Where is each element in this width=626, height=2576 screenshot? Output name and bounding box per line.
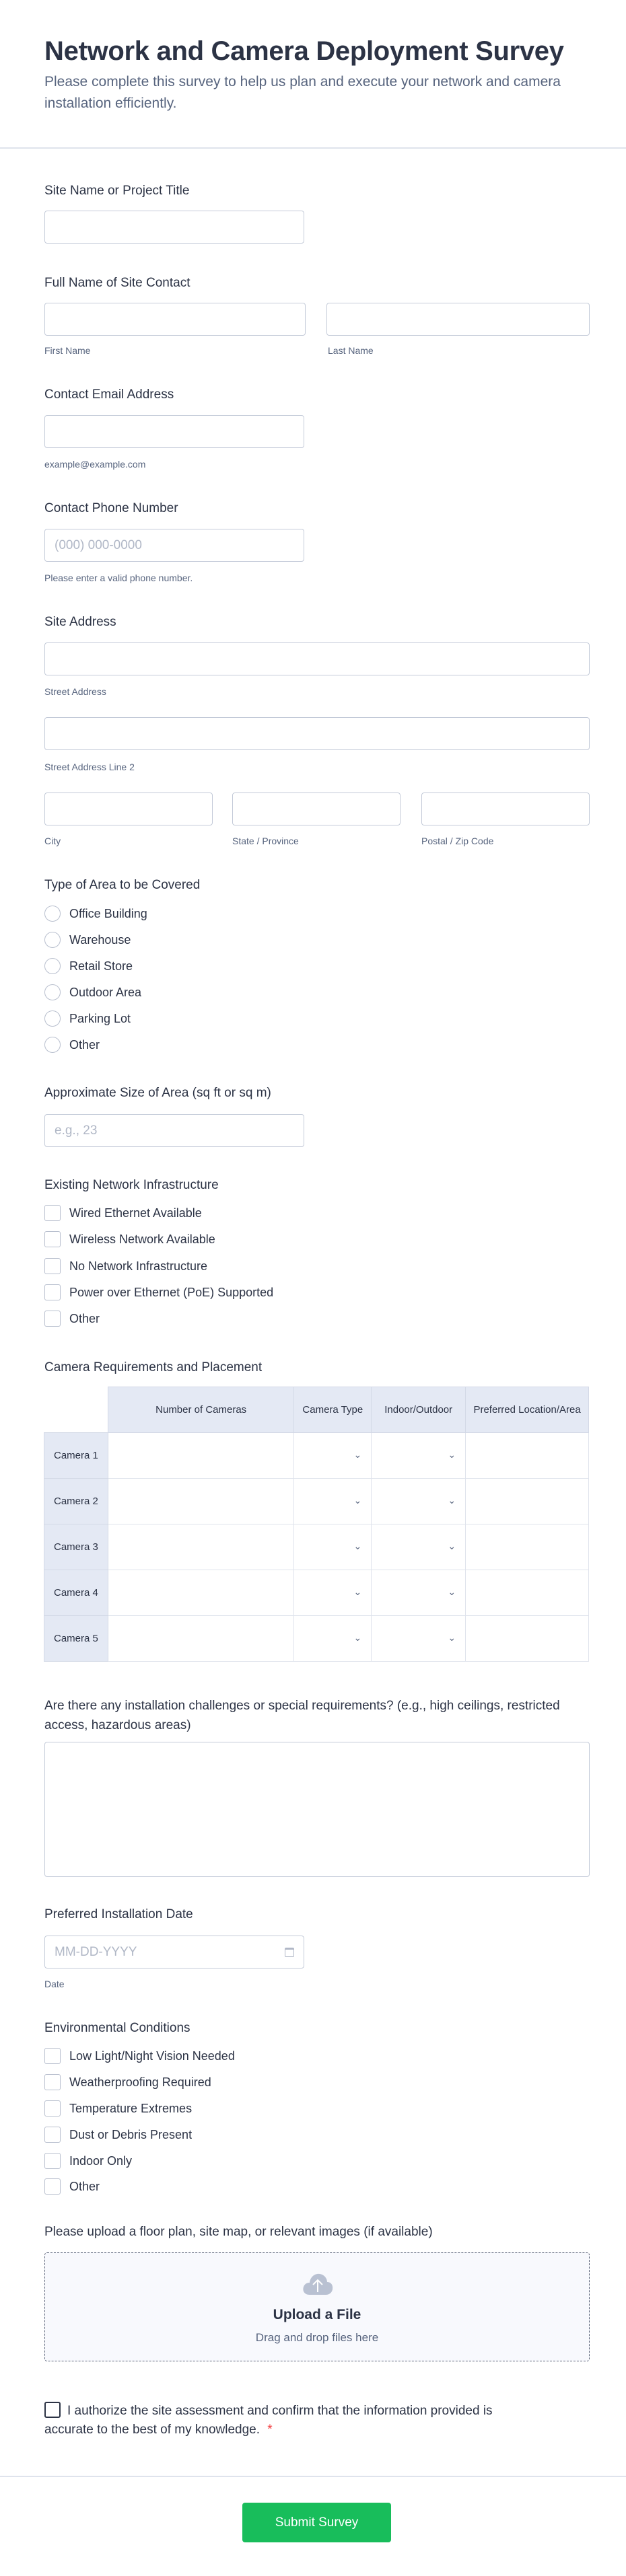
phone-input[interactable] (44, 529, 304, 562)
camera-type-select[interactable] (294, 1570, 372, 1616)
radio-label: Warehouse (69, 932, 131, 947)
indoor-outdoor-select[interactable] (372, 1524, 466, 1570)
upload-label: Please upload a floor plan, site map, or relevant images (if available) (44, 2225, 433, 2239)
radio-outdoor-area[interactable] (44, 983, 141, 1002)
location-input[interactable] (466, 1524, 589, 1570)
checkbox-icon[interactable] (44, 2074, 61, 2090)
checkbox-network-other[interactable] (44, 1309, 100, 1328)
table-row (44, 1616, 589, 1662)
checkbox-icon[interactable] (44, 2100, 61, 2117)
location-input[interactable] (466, 1479, 589, 1524)
checkbox-temperature[interactable] (44, 2099, 192, 2118)
zip-sublabel: Postal / Zip Code (421, 836, 494, 846)
page-title: Network and Camera Deployment Survey (44, 36, 564, 66)
radio-circle-icon[interactable] (44, 984, 61, 1000)
chevron-down-icon: ⌄ (448, 1586, 456, 1597)
email-input[interactable] (44, 415, 304, 448)
upload-title: Upload a File (273, 2307, 361, 2322)
radio-circle-icon[interactable] (44, 958, 61, 974)
header-divider (0, 147, 626, 149)
last-name-sublabel: Last Name (328, 345, 374, 356)
radio-circle-icon[interactable] (44, 906, 61, 922)
checkbox-label: Wireless Network Available (69, 1232, 215, 1246)
first-name-sublabel: First Name (44, 345, 91, 356)
radio-label: Office Building (69, 906, 147, 920)
address-label: Site Address (44, 615, 116, 629)
network-label: Existing Network Infrastructure (44, 1178, 219, 1192)
contact-name-label: Full Name of Site Contact (44, 276, 190, 290)
street2-sublabel: Street Address Line 2 (44, 762, 135, 772)
area-type-label: Type of Area to be Covered (44, 878, 201, 892)
checkbox-no-network[interactable] (44, 1257, 207, 1276)
chevron-down-icon: ⌄ (448, 1632, 456, 1643)
chevron-down-icon: ⌄ (353, 1495, 362, 1506)
challenges-label: Are there any installation challenges or special requirements? (e.g., high ceilings, restricted access, hazardous areas) (44, 1699, 560, 1732)
chevron-down-icon: ⌄ (448, 1449, 456, 1460)
checkbox-icon[interactable] (44, 1258, 61, 1274)
checkbox-icon[interactable] (44, 1311, 61, 1327)
radio-label: Parking Lot (69, 1011, 131, 1025)
checkbox-label: Other (69, 2179, 100, 2193)
chevron-down-icon: ⌄ (353, 1586, 362, 1597)
radio-label: Retail Store (69, 959, 133, 973)
row-header: Camera 4 (44, 1570, 108, 1616)
camera-type-select[interactable] (294, 1433, 372, 1479)
number-of-cameras-input[interactable] (108, 1479, 293, 1524)
column-header: Preferred Location/Area (466, 1387, 589, 1433)
radio-circle-icon[interactable] (44, 1010, 61, 1027)
checkbox-wireless[interactable] (44, 1230, 215, 1249)
footer-divider (0, 2476, 626, 2477)
radio-office-building[interactable] (44, 904, 147, 923)
checkbox-indoor-only[interactable] (44, 2151, 132, 2170)
install-date-sublabel: Date (44, 1979, 65, 1989)
checkbox-icon[interactable] (44, 1231, 61, 1247)
street-sublabel: Street Address (44, 686, 106, 697)
street-input[interactable] (44, 642, 590, 675)
consent-checkbox[interactable] (44, 2402, 61, 2418)
consent-field (44, 2402, 522, 2439)
checkbox-dust[interactable] (44, 2125, 192, 2144)
checkbox-label: Indoor Only (69, 2154, 133, 2168)
indoor-outdoor-select[interactable] (372, 1570, 466, 1616)
first-name-input[interactable] (44, 303, 306, 336)
email-label: Contact Email Address (44, 388, 174, 402)
chevron-down-icon: ⌄ (448, 1541, 456, 1551)
column-header: Number of Cameras (108, 1387, 293, 1433)
radio-other[interactable] (44, 1035, 100, 1054)
number-of-cameras-input[interactable] (108, 1570, 293, 1616)
site-name-input[interactable] (44, 211, 304, 244)
phone-label: Contact Phone Number (44, 501, 178, 515)
chevron-down-icon: ⌄ (353, 1449, 362, 1460)
number-of-cameras-input[interactable] (108, 1524, 293, 1570)
camera-type-select[interactable] (294, 1524, 372, 1570)
radio-warehouse[interactable] (44, 930, 131, 949)
checkbox-icon[interactable] (44, 2153, 61, 2169)
page-subtitle: Please complete this survey to help us plan and execute your network and camera installation efficiently. (44, 74, 561, 111)
phone-placeholder: (000) 000-0000 (55, 538, 142, 552)
checkbox-label: Other (69, 1311, 100, 1325)
checkbox-icon[interactable] (44, 2048, 61, 2064)
required-mark: * (267, 2423, 273, 2437)
row-header: Camera 2 (44, 1479, 108, 1524)
checkbox-icon[interactable] (44, 1284, 61, 1300)
checkbox-label: Low Light/Night Vision Needed (69, 2049, 235, 2063)
checkbox-label: Dust or Debris Present (69, 2127, 193, 2141)
table-row (44, 1570, 589, 1616)
environment-label: Environmental Conditions (44, 2021, 190, 2035)
checkbox-poe[interactable] (44, 1283, 273, 1302)
calendar-icon[interactable] (285, 1948, 294, 1957)
camera-type-select[interactable] (294, 1479, 372, 1524)
indoor-outdoor-select[interactable] (372, 1433, 466, 1479)
radio-retail-store[interactable] (44, 957, 133, 976)
table-row (44, 1433, 589, 1479)
row-header: Camera 3 (44, 1524, 108, 1570)
checkbox-label: Weatherproofing Required (69, 2075, 211, 2089)
area-size-placeholder: e.g., 23 (55, 1123, 98, 1138)
table-row (44, 1524, 589, 1570)
table-row (44, 1479, 589, 1524)
cameras-label: Camera Requirements and Placement (44, 1360, 263, 1374)
radio-label: Outdoor Area (69, 985, 142, 999)
radio-circle-icon[interactable] (44, 1037, 61, 1053)
street2-input[interactable] (44, 717, 590, 750)
last-name-input[interactable] (326, 303, 590, 336)
city-input[interactable] (44, 793, 213, 825)
install-date-input[interactable] (44, 1936, 304, 1968)
location-input[interactable] (466, 1433, 589, 1479)
consent-text: I authorize the site assessment and confirm that the information provided is accurate to the best of my knowledge. (44, 2404, 493, 2437)
column-header: Indoor/Outdoor (372, 1387, 466, 1433)
checkbox-label: No Network Infrastructure (69, 1259, 208, 1273)
city-sublabel: City (44, 836, 61, 846)
location-input[interactable] (466, 1570, 589, 1616)
state-input[interactable] (232, 793, 401, 825)
radio-circle-icon[interactable] (44, 932, 61, 948)
checkbox-icon[interactable] (44, 1205, 61, 1221)
chevron-down-icon: ⌄ (448, 1495, 456, 1506)
checkbox-label: Power over Ethernet (PoE) Supported (69, 1285, 274, 1299)
challenges-textarea[interactable] (44, 1742, 590, 1877)
submit-button[interactable]: Submit Survey (242, 2503, 391, 2542)
row-header: Camera 5 (44, 1616, 108, 1662)
checkbox-env-other[interactable] (44, 2177, 100, 2196)
location-input[interactable] (466, 1616, 589, 1662)
number-of-cameras-input[interactable] (108, 1616, 293, 1662)
checkbox-weatherproofing[interactable] (44, 2073, 211, 2092)
checkbox-label: Temperature Extremes (69, 2101, 193, 2115)
matrix-corner (44, 1387, 108, 1433)
checkbox-low-light[interactable] (44, 2047, 235, 2065)
checkbox-icon[interactable] (44, 2178, 61, 2195)
date-placeholder: MM-DD-YYYY (55, 1944, 137, 1959)
site-name-label: Site Name or Project Title (44, 184, 190, 198)
camera-type-select[interactable] (294, 1616, 372, 1662)
checkbox-wired-ethernet[interactable] (44, 1204, 202, 1222)
camera-matrix (44, 1387, 589, 1662)
file-upload-dropzone[interactable] (44, 2252, 590, 2361)
indoor-outdoor-select[interactable] (372, 1479, 466, 1524)
email-sublabel: example@example.com (44, 459, 146, 470)
indoor-outdoor-select[interactable] (372, 1616, 466, 1662)
radio-label: Other (69, 1037, 100, 1052)
state-sublabel: State / Province (232, 836, 299, 846)
radio-parking-lot[interactable] (44, 1009, 131, 1028)
phone-sublabel: Please enter a valid phone number. (44, 573, 193, 583)
area-size-label: Approximate Size of Area (sq ft or sq m) (44, 1086, 271, 1100)
chevron-down-icon: ⌄ (353, 1632, 362, 1643)
upload-hint: Drag and drop files here (255, 2331, 379, 2344)
column-header: Camera Type (294, 1387, 372, 1433)
checkbox-label: Wired Ethernet Available (69, 1206, 202, 1220)
checkbox-icon[interactable] (44, 2127, 61, 2143)
zip-input[interactable] (421, 793, 590, 825)
row-header: Camera 1 (44, 1433, 108, 1479)
area-size-input[interactable] (44, 1114, 304, 1147)
install-date-label: Preferred Installation Date (44, 1907, 193, 1921)
chevron-down-icon: ⌄ (353, 1541, 362, 1551)
cloud-upload-icon (302, 2272, 334, 2296)
number-of-cameras-input[interactable] (108, 1433, 293, 1479)
